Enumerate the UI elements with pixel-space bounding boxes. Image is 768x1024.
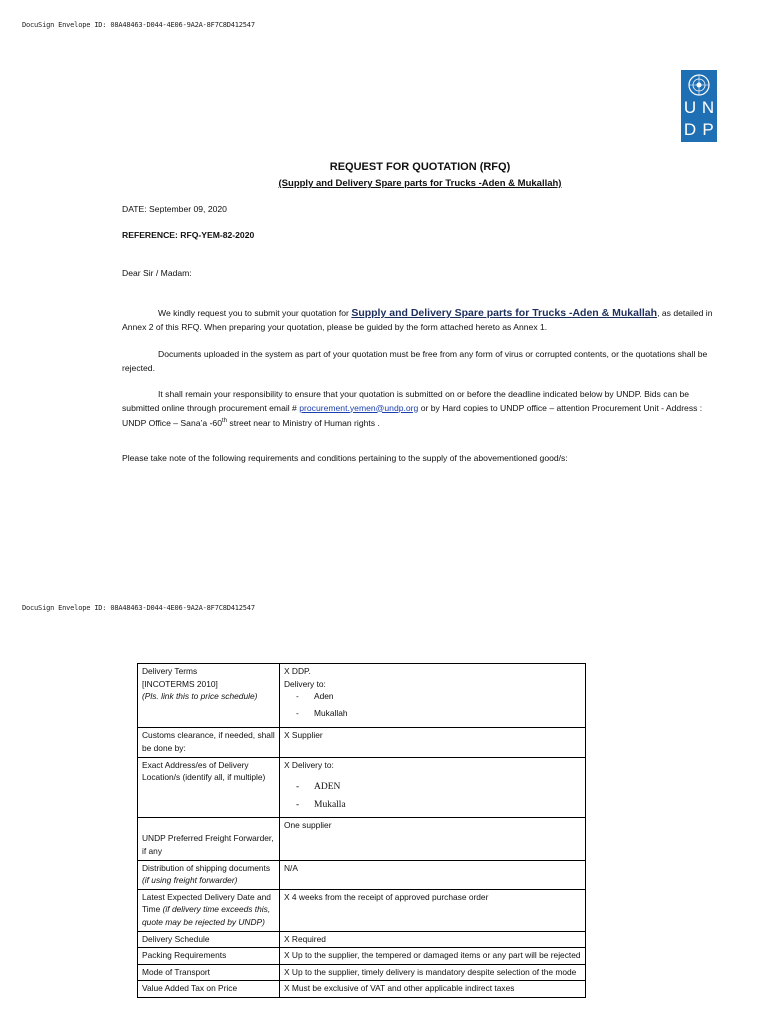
customs-label: Customs clearance, if needed, shall be done by:: [138, 728, 280, 757]
ddp-value: X DDP.: [284, 666, 311, 676]
para3-before: It shall remain your responsibility to ensure that your quotation is submitted on or before the deadline indicated below by UNDP. Bids can be submitted online through procurement email #: [122, 389, 690, 413]
table-cell-label: [138, 664, 280, 728]
shipping-docs-note: (if using freight forwarder): [142, 875, 238, 886]
shipping-docs-value: N/A: [280, 860, 586, 889]
schedule-label: Delivery Schedule: [138, 931, 280, 948]
para1-highlight: Supply and Delivery Spare parts for Trucks -Aden & Mukallah: [351, 307, 658, 319]
logo-letter-d: D: [683, 120, 697, 139]
para1-after: , as detailed in Annex 2 of this RFQ. When preparing your quotation, please be guided by the form attached hereto as Annex 1.: [122, 308, 713, 332]
reference-line: REFERENCE: RFQ-YEM-82-2020: [122, 230, 255, 240]
table-cell-label: [138, 860, 280, 889]
logo-letter-n: N: [701, 98, 715, 117]
address-locations-list: [284, 781, 581, 811]
logo-letter-u: U: [683, 98, 697, 117]
para3-end: street near to Ministry of Human rights .: [227, 417, 380, 428]
transport-label: Mode of Transport: [138, 964, 280, 981]
undp-logo: [681, 70, 717, 142]
incoterms-label: [INCOTERMS 2010]: [142, 678, 218, 689]
email-link[interactable]: procurement.yemen@undp.org: [299, 402, 419, 413]
table-row: [138, 728, 586, 757]
vat-label: Value Added Tax on Price: [138, 981, 280, 998]
table-row: [138, 981, 586, 998]
table-cell-value: [280, 757, 586, 818]
table-cell-value: [280, 664, 586, 728]
table-row: [138, 664, 586, 728]
envelope-id-page2: DocuSign Envelope ID: 08A48463-D044-4E06-9A2A-8F7C8D412547: [22, 604, 255, 612]
latest-delivery-note: (if delivery time exceeds this, quote may be rejected by UNDP): [142, 904, 271, 927]
delivery-terms-label: Delivery Terms: [142, 666, 198, 676]
para1-before: We kindly request you to submit your quotation for: [158, 308, 352, 318]
table-row: [138, 757, 586, 818]
paragraph-requirements: Please take note of the following requirements and conditions pertaining to the supply of the abovementioned good/s:: [122, 453, 568, 463]
paragraph-virus: Documents uploaded in the system as part of your quotation must be free from any form of virus or corrupted contents, or the quotations shall be rejected.: [122, 349, 708, 373]
un-emblem-icon: [688, 74, 710, 96]
transport-value: X Up to the supplier, timely delivery is mandatory despite selection of the mode: [280, 964, 586, 981]
address-value: X Delivery to:: [284, 759, 334, 770]
latest-delivery-value: X 4 weeks from the receipt of approved purchase order: [280, 889, 586, 931]
envelope-id-top: DocuSign Envelope ID: 08A48463-D044-4E06-9A2A-8F7C8D412547: [22, 21, 255, 29]
delivery-locations-list: [284, 690, 581, 719]
para3-after-email: or by Hard copies to UNDP office – attention Procurement Unit - Address : UNDP Office – Sana’a -60: [122, 402, 703, 428]
table-row: [138, 818, 586, 860]
delivery-to-label: Delivery to:: [284, 678, 326, 689]
list-item: - ADEN: [296, 781, 581, 794]
packing-label: Packing Requirements: [138, 948, 280, 965]
schedule-value: X Required: [280, 931, 586, 948]
list-item: - Aden: [296, 690, 581, 703]
shipping-docs-label: Distribution of shipping documents: [142, 862, 271, 873]
address-label: Exact Address/es of Delivery Location/s (identify all, if multiple): [138, 757, 280, 818]
list-item: - Mukallah: [296, 707, 581, 720]
forwarder-value: One supplier: [280, 818, 586, 860]
date-line: DATE: September 09, 2020: [122, 204, 227, 214]
logo-letter-p: P: [702, 120, 714, 139]
packing-value: X Up to the supplier, the tempered or damaged items or any part will be rejected: [280, 948, 586, 965]
latest-delivery-label: Latest Expected Delivery Date and Time: [142, 891, 271, 915]
table-row: [138, 860, 586, 889]
paragraph-submission: [122, 388, 718, 430]
price-schedule-note: (Pls. link this to price schedule): [142, 691, 258, 702]
table-row: [138, 948, 586, 965]
table-cell-label: [138, 889, 280, 931]
table-row: [138, 889, 586, 931]
requirements-table: [137, 663, 586, 998]
list-item: - Mukalla: [296, 799, 581, 812]
forwarder-label: UNDP Preferred Freight Forwarder, if any: [138, 818, 280, 860]
paragraph-request: [122, 307, 718, 334]
salutation: Dear Sir / Madam:: [122, 268, 192, 278]
para3-superscript: th: [222, 418, 228, 424]
document-title: REQUEST FOR QUOTATION (RFQ): [329, 161, 511, 173]
table-row: [138, 964, 586, 981]
vat-value: X Must be exclusive of VAT and other applicable indirect taxes: [280, 981, 586, 998]
table-row: [138, 931, 586, 948]
document-subtitle: (Supply and Delivery Spare parts for Trucks -Aden & Mukallah): [278, 178, 562, 189]
customs-value: X Supplier: [280, 728, 586, 757]
